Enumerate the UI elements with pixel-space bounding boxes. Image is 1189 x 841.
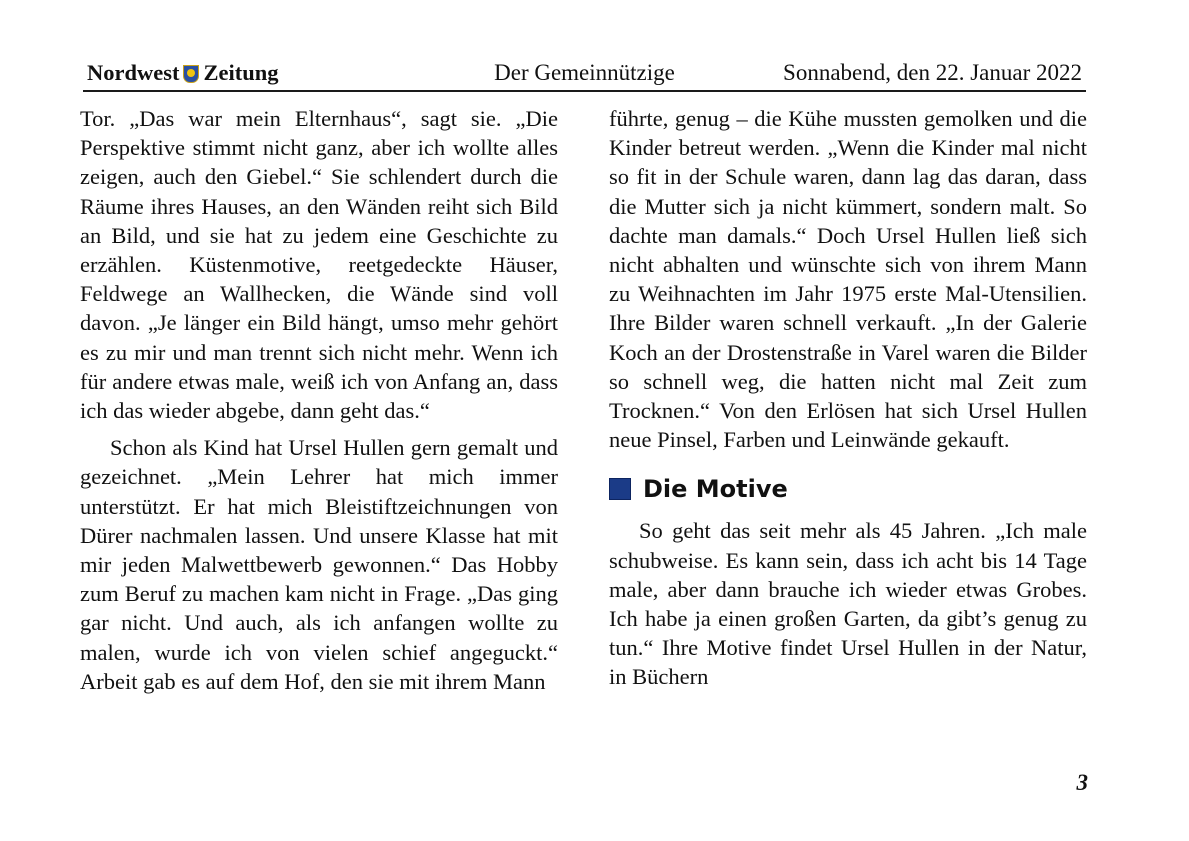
article-paragraph: So geht das seit mehr als 45 Jahren. „Ich male schubweise. Es kann sein, dass ich acht bis 14 Tage male, aber dann brauche ich wieder etwas Grobes. Ich habe ja einen großen Garten, da gibt’s genug zu tun.“ Ihre Motive findet Ursel Hullen in der Natur, in Büchern xyxy=(609,518,1087,690)
masthead-name-right: Zeitung xyxy=(203,60,279,85)
section-heading-text: Die Motive xyxy=(643,475,788,504)
article-paragraph: Schon als Kind hat Ursel Hullen gern gemalt und gezeichnet. „Mein Lehrer hat mich immer unterstützt. Er hat mich Bleistiftzeichnungen von Dürer nachmalen lassen. Und unsere Klasse hat mit mir jeden Malwettbewerb gewonnen.“ Das Hobby zum Beruf zu machen kam nicht in Frage. „Das ging gar nicht. Und auch, als ich anfangen wollte zu malen, wurde ich von vielen schief angeguckt.“ Arbeit gab es auf dem Hof, den sie mit ihrem Mann xyxy=(80,435,558,694)
heading-square-icon xyxy=(609,478,631,500)
left-column xyxy=(80,104,558,696)
article-paragraph: führte, genug – die Kühe mussten gemolken und die Kinder betreut werden. „Wenn die Kinder mal nicht so fit in der Schule waren, dann lag das daran, dass die Mutter sich ja nicht kümmert, sondern malt. So dachte man damals.“ Doch Ursel Hullen ließ sich nicht abhalten und wünschte sich von ihrem Mann zu Weihnachten im Jahr 1975 erste Mal-Utensilien. Ihre Bilder waren schnell verkauft. „In der Galerie Koch an der Drostenstraße in Varel waren die Bilder so schnell weg, die hatten nicht mal Zeit zum Trocknen.“ Von den Erlösen hat sich Ursel Hullen neue Pinsel, Farben und Leinwände gekauft. xyxy=(609,106,1087,453)
section-heading xyxy=(609,474,1087,504)
masthead xyxy=(87,58,279,88)
masthead-name-left: Nordwest xyxy=(87,60,180,85)
page-number: 3 xyxy=(1076,770,1088,795)
issue-date: Sonnabend, den 22. Januar 2022 xyxy=(783,60,1082,85)
coat-of-arms-icon xyxy=(183,65,199,83)
article-paragraph: Tor. „Das war mein Elternhaus“, sagt sie. „Die Perspektive stimmt nicht ganz, aber ich wollte alles zeigen, auch den Giebel.“ Sie schlendert durch die Räume ihres Hauses, an den Wänden reiht sich Bild an Bild, und sie hat zu jedem eine Geschichte zu erzählen. Küstenmotive, reetgedeckte Häuser, Feldwege an Wallhecken, die Wände sind voll davon. „Je länger ein Bild hängt, umso mehr gehört es zu mir und man trennt sich nicht mehr. Wenn ich für andere etwas male, weiß ich von Anfang an, dass ich das wieder abgebe, dann geht das.“ xyxy=(80,106,558,424)
supplement-title: Der Gemeinnützige xyxy=(494,60,675,85)
page-header xyxy=(83,58,1086,92)
right-column xyxy=(609,104,1087,692)
